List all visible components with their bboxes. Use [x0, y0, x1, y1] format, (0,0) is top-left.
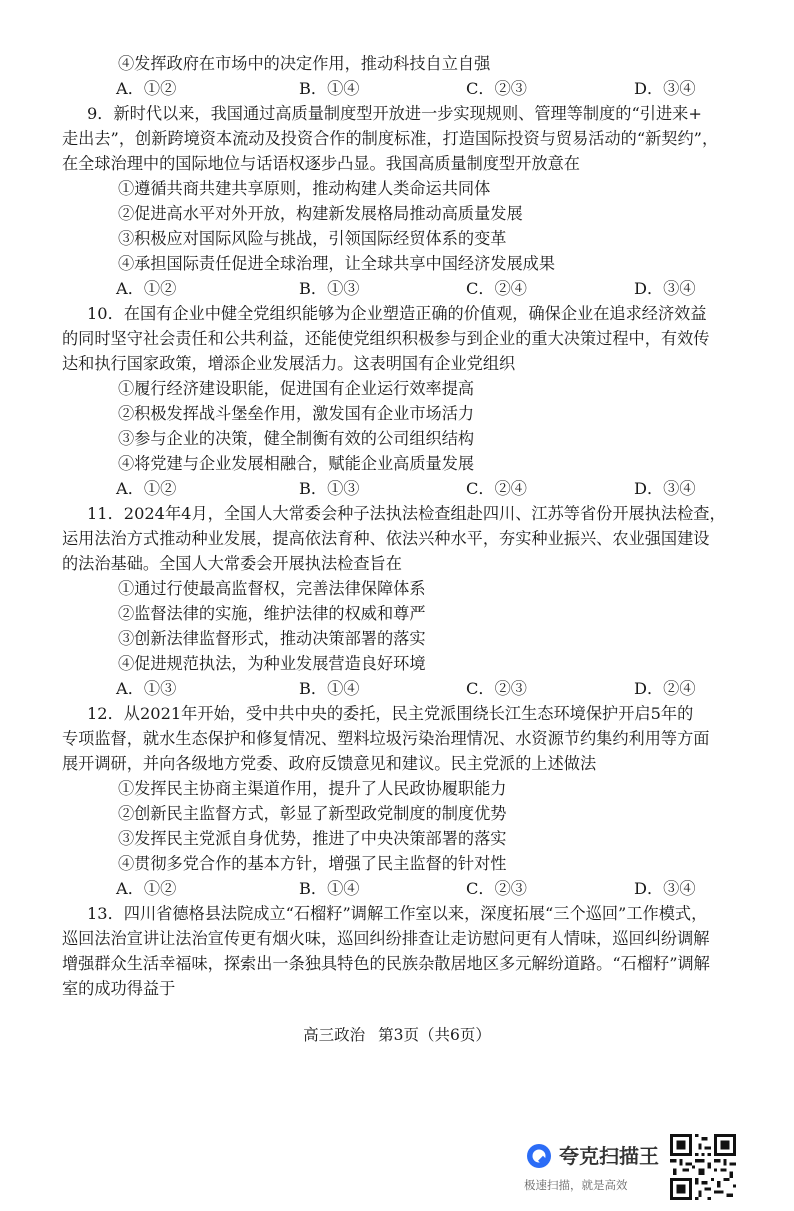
q10-item-1: ①履行经济建设职能，促进国有企业运行效率提高: [118, 379, 475, 398]
q9-option-a: A．①②: [116, 279, 177, 298]
q9-item-2: ②促进高水平对外开放，构建新发展格局推动高质量发展: [118, 204, 523, 223]
q11-item-3: ③创新法律监督形式，推动决策部署的落实: [118, 629, 426, 648]
q10-option-b: B．①③: [299, 479, 360, 498]
q9-options: [0, 276, 794, 301]
q13-stem-line-1: 13．四川省德格县法院成立“石榴籽”调解工作室以来，深度拓展“三个巡回”工作模式，: [87, 904, 708, 923]
watermark-brand-name: 夸克扫描王: [559, 1144, 659, 1168]
watermark-slogan: 极速扫描，就是高效: [524, 1178, 628, 1192]
q12-stem-line-2: 专项监督，就水生态保护和修复情况、塑料垃圾污染治理情况、水资源节约集约利用等方面: [62, 729, 710, 748]
q12-stem-line-3: 展开调研，并向各级地方党委、政府反馈意见和建议。民主党派的上述做法: [62, 754, 597, 773]
q11-option-a: A．①③: [116, 679, 177, 698]
q9-stem-line-3: 在全球治理中的国际地位与话语权逐步凸显。我国高质量制度型开放意在: [62, 154, 580, 173]
q9-item-4: ④承担国际责任促进全球治理，让全球共享中国经济发展成果: [118, 254, 556, 273]
q12-option-a: A．①②: [116, 879, 177, 898]
q9-option-d: D．③④: [634, 279, 696, 298]
q11-option-c: C．②③: [466, 679, 527, 698]
q9-stem-line-1: 9．新时代以来，我国通过高质量制度型开放进一步实现规则、管理等制度的“引进来+: [87, 104, 702, 123]
q10-item-3: ③参与企业的决策，健全制衡有效的公司组织结构: [118, 429, 475, 448]
quark-logo-icon: [525, 1142, 553, 1170]
q12-option-d: D．③④: [634, 879, 696, 898]
q8-options: [0, 76, 794, 101]
q8-item-4: ④发挥政府在市场中的决定作用，推动科技自立自强: [118, 54, 491, 73]
q10-item-2: ②积极发挥战斗堡垒作用，激发国有企业市场活力: [118, 404, 475, 423]
q10-options: [0, 476, 794, 501]
q12-item-2: ②创新民主监督方式，彰显了新型政党制度的制度优势: [118, 804, 507, 823]
q9-stem-line-2: 走出去”，创新跨境资本流动及投资合作的制度标准，打造国际投资与贸易活动的“新契约”，: [62, 129, 719, 148]
q11-stem-line-2: 运用法治方式推动种业发展，提高依法育种、依法兴种水平，夯实种业振兴、农业强国建设: [62, 529, 710, 548]
q10-option-c: C．②④: [466, 479, 527, 498]
q8-option-c: C．②③: [466, 79, 527, 98]
q10-option-a: A．①②: [116, 479, 177, 498]
q12-item-4: ④贯彻多党合作的基本方针，增强了民主监督的针对性: [118, 854, 507, 873]
footer-subject: 高三政治: [303, 1026, 366, 1044]
q13-stem-line-4: 室的成功得益于: [62, 979, 176, 998]
q10-option-d: D．③④: [634, 479, 696, 498]
q12-item-3: ③发挥民主党派自身优势，推进了中央决策部署的落实: [118, 829, 507, 848]
q9-item-3: ③积极应对国际风险与挑战，引领国际经贸体系的变革: [118, 229, 507, 248]
q12-option-c: C．②③: [466, 879, 527, 898]
q10-stem-line-3: 达和执行国家政策，增添企业发展活力。这表明国有企业党组织: [62, 354, 516, 373]
q12-option-b: B．①④: [299, 879, 360, 898]
q11-options: [0, 676, 794, 701]
q9-item-1: ①遵循共商共建共享原则，推动构建人类命运共同体: [118, 179, 491, 198]
q11-item-2: ②监督法律的实施，维护法律的权威和尊严: [118, 604, 426, 623]
q10-stem-line-2: 的同时坚守社会责任和公共利益，还能使党组织积极参与到企业的重大决策过程中，有效传: [62, 329, 710, 348]
q8-option-d: D．③④: [634, 79, 696, 98]
q12-item-1: ①发挥民主协商主渠道作用，提升了人民政协履职能力: [118, 779, 507, 798]
q12-options: [0, 876, 794, 901]
footer-page-number: 第3页（共6页）: [378, 1026, 491, 1044]
q11-stem-line-1: 11．2024年4月，全国人大常委会种子法执法检查组赴四川、江苏等省份开展执法检查，: [87, 504, 726, 523]
q12-stem-line-1: 12．从2021年开始，受中共中央的委托，民主党派围绕长江生态环境保护开启5年的: [87, 704, 694, 723]
q13-stem-line-3: 增强群众生活幸福味，探索出一条独具特色的民族杂散居地区多元解纷道路。“石榴籽”调解: [62, 954, 710, 973]
q11-option-b: B．①④: [299, 679, 360, 698]
scanner-watermark: [519, 1138, 669, 1198]
q11-stem-line-3: 的法治基础。全国人大常委会开展执法检查旨在: [62, 554, 402, 573]
q11-item-1: ①通过行使最高监督权，完善法律保障体系: [118, 579, 426, 598]
q9-option-b: B．①③: [299, 279, 360, 298]
page-footer: [0, 1024, 794, 1046]
q8-option-b: B．①④: [299, 79, 360, 98]
q10-item-4: ④将党建与企业发展相融合，赋能企业高质量发展: [118, 454, 475, 473]
qr-code-icon: [670, 1134, 736, 1200]
q8-option-a: A．①②: [116, 79, 177, 98]
q9-option-c: C．②④: [466, 279, 527, 298]
q11-item-4: ④促进规范执法，为种业发展营造良好环境: [118, 654, 426, 673]
q10-stem-line-1: 10．在国有企业中健全党组织能够为企业塑造正确的价值观，确保企业在追求经济效益: [87, 304, 707, 323]
q13-stem-line-2: 巡回法治宣讲让法治宣传更有烟火味，巡回纠纷排查让走访慰问更有人情味，巡回纠纷调解: [62, 929, 710, 948]
q11-option-d: D．②④: [634, 679, 696, 698]
